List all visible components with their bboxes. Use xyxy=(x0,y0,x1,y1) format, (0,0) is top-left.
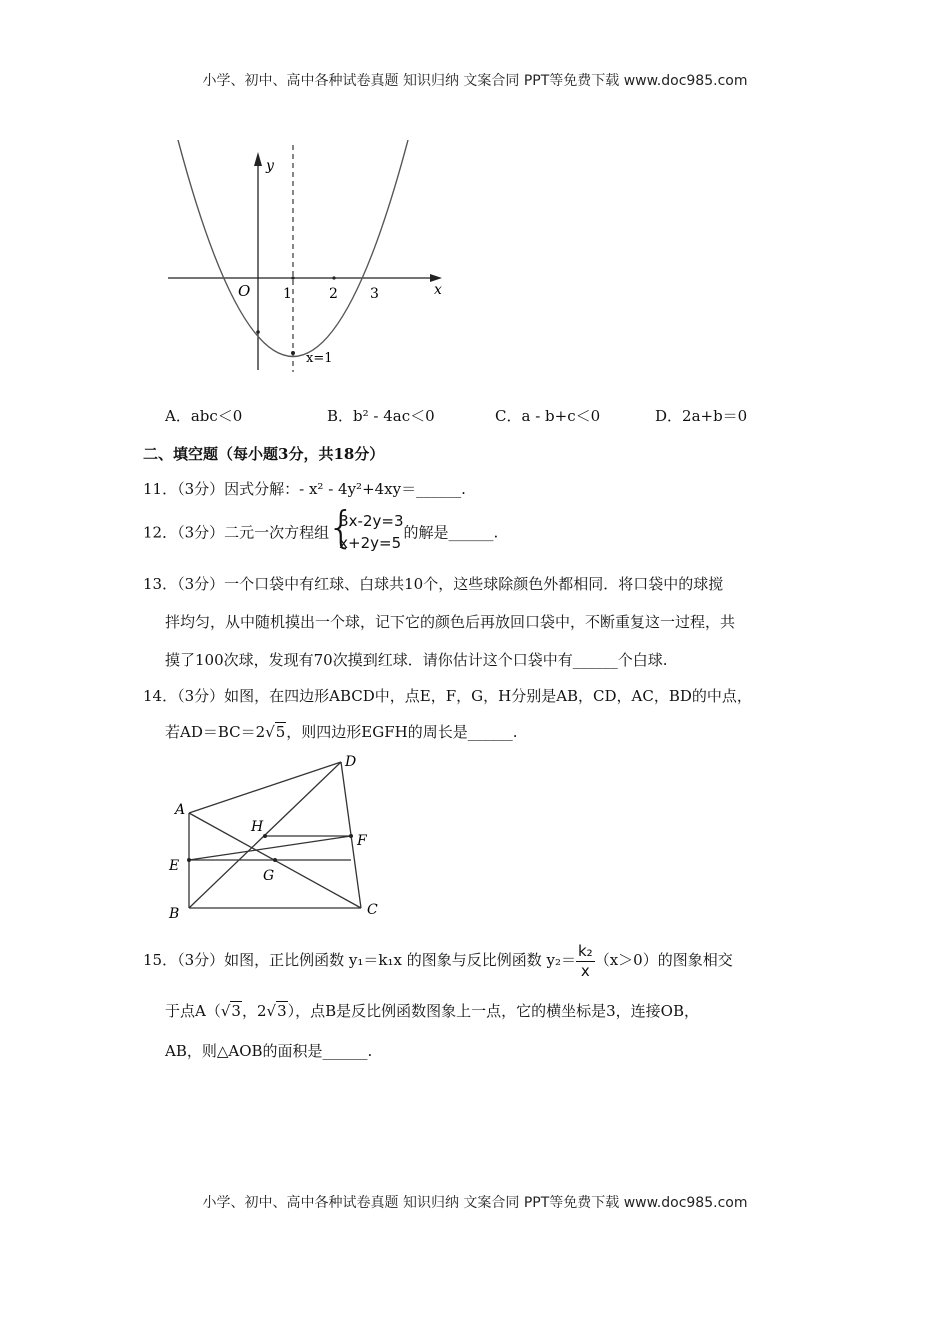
label-d: D xyxy=(345,754,357,770)
q12-prefix: 12．（3分）二元一次方程组 xyxy=(143,523,330,542)
x-label: x xyxy=(434,282,442,298)
y-intercept-point xyxy=(256,330,260,334)
fraction-k2-over-x xyxy=(576,942,595,981)
q15-line2-a: 于点A（ xyxy=(165,1002,221,1020)
quadrilateral-figure xyxy=(165,750,395,925)
q15-sqrt-2: 3 xyxy=(277,1002,287,1020)
fraction-denominator: x xyxy=(580,961,590,980)
left-brace: { xyxy=(327,502,356,553)
label-h: H xyxy=(251,819,264,835)
question-14-line-1: 14．（3分）如图，在四边形ABCD中，点E，F，G，H分别是AB，CD，AC，BD的中点， xyxy=(143,687,752,705)
q14-sqrt: 5 xyxy=(275,723,286,741)
q15-sqrt-1: 3 xyxy=(231,1002,241,1020)
label-b: B xyxy=(169,906,180,922)
y-label: y xyxy=(266,158,274,174)
tick-point-2 xyxy=(332,276,335,279)
vertex-label: x=1 xyxy=(306,351,333,366)
page-header: 小学、初中、高中各种试卷真题 知识归纳 文案合同 PPT等免费下载 www.doc985.com xyxy=(202,73,748,89)
section-title: 二、填空题（每小题3分，共18分） xyxy=(143,445,385,463)
label-e: E xyxy=(169,858,180,874)
question-13-line-2: 拌均匀，从中随机摸出一个球，记下它的颜色后再放回口袋中，不断重复这一过程，共 xyxy=(165,613,736,631)
equation-1: 3x-2y=3 xyxy=(339,512,404,530)
question-14-line-2: 若AD＝BC＝2√5，则四边形EGFH的周长是______. xyxy=(165,723,518,741)
tick-point-1 xyxy=(291,276,294,279)
q15-line1-a: 15．（3分）如图，正比例函数 y₁＝k₁x 的图象与反比例函数 y₂＝ xyxy=(143,951,576,969)
fraction-numerator: k₂ xyxy=(577,941,593,960)
vertex-point xyxy=(291,351,295,355)
label-c: C xyxy=(367,902,378,918)
label-g: G xyxy=(263,868,275,884)
equation-system xyxy=(327,502,404,554)
option-d: D．2a+b＝0 xyxy=(655,407,748,425)
q14-line2-b: ，则四边形EGFH的周长是______. xyxy=(286,723,518,741)
label-a: A xyxy=(175,802,186,818)
x-axis-arrow xyxy=(430,274,442,282)
y-axis-arrow xyxy=(254,152,262,166)
q15-line1-b: （x＞0）的图象相交 xyxy=(594,951,733,969)
option-a: A．abc＜0 xyxy=(165,407,243,425)
tick-label-1: 1 xyxy=(283,286,292,302)
question-11: 11．（3分）因式分解：- x² - 4y²+4xy＝______. xyxy=(143,480,466,498)
question-15-line-2: 于点A（√3，2√3），点B是反比例函数图象上一点，它的横坐标是3，连接OB， xyxy=(165,1002,699,1020)
option-b: B．b² - 4ac＜0 xyxy=(327,407,435,425)
tick-label-3: 3 xyxy=(370,286,379,302)
parabola-graph xyxy=(160,140,460,380)
option-c: C．a - b+c＜0 xyxy=(495,407,601,425)
q15-line2-mid: ，2 xyxy=(241,1002,267,1020)
q15-line2-b: ），点B是反比例函数图象上一点，它的横坐标是3，连接OB， xyxy=(287,1002,699,1020)
page-footer: 小学、初中、高中各种试卷真题 知识归纳 文案合同 PPT等免费下载 www.doc985.com xyxy=(202,1195,748,1211)
question-12 xyxy=(143,502,499,558)
equation-2: x+2y=5 xyxy=(339,534,402,552)
question-13-line-3: 摸了100次球，发现有70次摸到红球．请你估计这个口袋中有______个白球. xyxy=(165,651,668,669)
question-15-line-1 xyxy=(143,938,733,982)
question-13-line-1: 13．（3分）一个口袋中有红球、白球共10个，这些球除颜色外都相同．将口袋中的球搅 xyxy=(143,575,724,593)
q12-suffix: 的解是______. xyxy=(403,523,499,542)
q14-line2-a: 若AD＝BC＝2 xyxy=(165,723,266,741)
label-f: F xyxy=(357,833,367,849)
question-15-line-3: AB，则△AOB的面积是______. xyxy=(165,1042,373,1060)
origin-label: O xyxy=(238,282,251,300)
tick-label-2: 2 xyxy=(329,286,338,302)
